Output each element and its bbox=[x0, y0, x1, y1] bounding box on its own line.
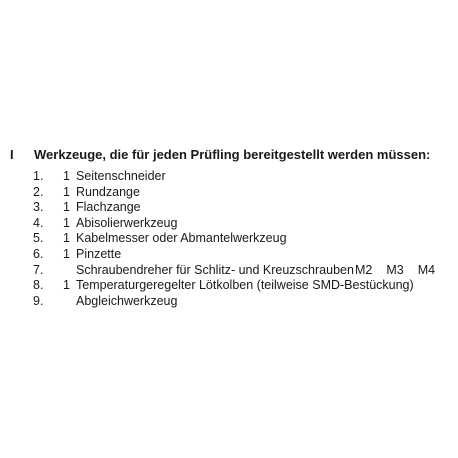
item-quantity: 1 bbox=[63, 231, 70, 246]
list-item bbox=[0, 294, 458, 310]
item-quantity: 1 bbox=[63, 246, 70, 261]
item-name: Seitenschneider bbox=[76, 169, 166, 183]
item-number: 8. bbox=[33, 278, 44, 293]
item-name: Flachzange bbox=[76, 200, 141, 215]
list-item bbox=[0, 185, 458, 201]
item-number: 4. bbox=[33, 215, 44, 230]
screwdriver-sizes bbox=[355, 263, 449, 279]
item-quantity: 1 bbox=[63, 184, 70, 199]
item-quantity: 1 bbox=[63, 215, 70, 230]
item-name: Abisolierwerkzeug bbox=[76, 215, 178, 230]
section-heading bbox=[10, 147, 430, 163]
section-number: I bbox=[10, 147, 14, 162]
item-quantity: 1 bbox=[63, 169, 70, 183]
item-number: 7. bbox=[33, 262, 44, 277]
item-quantity: 1 bbox=[63, 278, 70, 293]
list-item bbox=[0, 263, 458, 279]
item-number: 5. bbox=[33, 231, 44, 246]
item-quantity: 1 bbox=[63, 200, 70, 215]
item-name: Kabelmesser oder Abmantelwerkzeug bbox=[76, 231, 287, 246]
item-number: 1. bbox=[33, 169, 44, 183]
item-name: Abgleichwerkzeug bbox=[76, 293, 178, 308]
tool-list bbox=[0, 169, 458, 309]
list-item bbox=[0, 200, 458, 216]
list-item bbox=[0, 169, 458, 185]
item-name: Schraubendreher für Schlitz- und Kreuzschrauben bbox=[76, 262, 354, 277]
size-m4: M4 bbox=[417, 262, 436, 277]
list-item bbox=[0, 231, 458, 247]
item-name: Temperaturgeregelter Lötkolben (teilweise SMD-Bestückung) bbox=[76, 278, 414, 293]
list-item bbox=[0, 247, 458, 263]
size-m2: M2 bbox=[355, 262, 373, 277]
list-item bbox=[0, 216, 458, 232]
item-number: 2. bbox=[33, 184, 44, 199]
item-number: 6. bbox=[33, 246, 44, 261]
list-item bbox=[0, 278, 458, 294]
item-name: Rundzange bbox=[76, 184, 140, 199]
item-number: 9. bbox=[33, 293, 44, 308]
item-name: Pinzette bbox=[76, 246, 122, 261]
item-number: 3. bbox=[33, 200, 44, 215]
size-m3: M3 bbox=[386, 262, 404, 277]
section-title: Werkzeuge, die für jeden Prüfling bereitgestellt werden müssen: bbox=[34, 147, 431, 162]
